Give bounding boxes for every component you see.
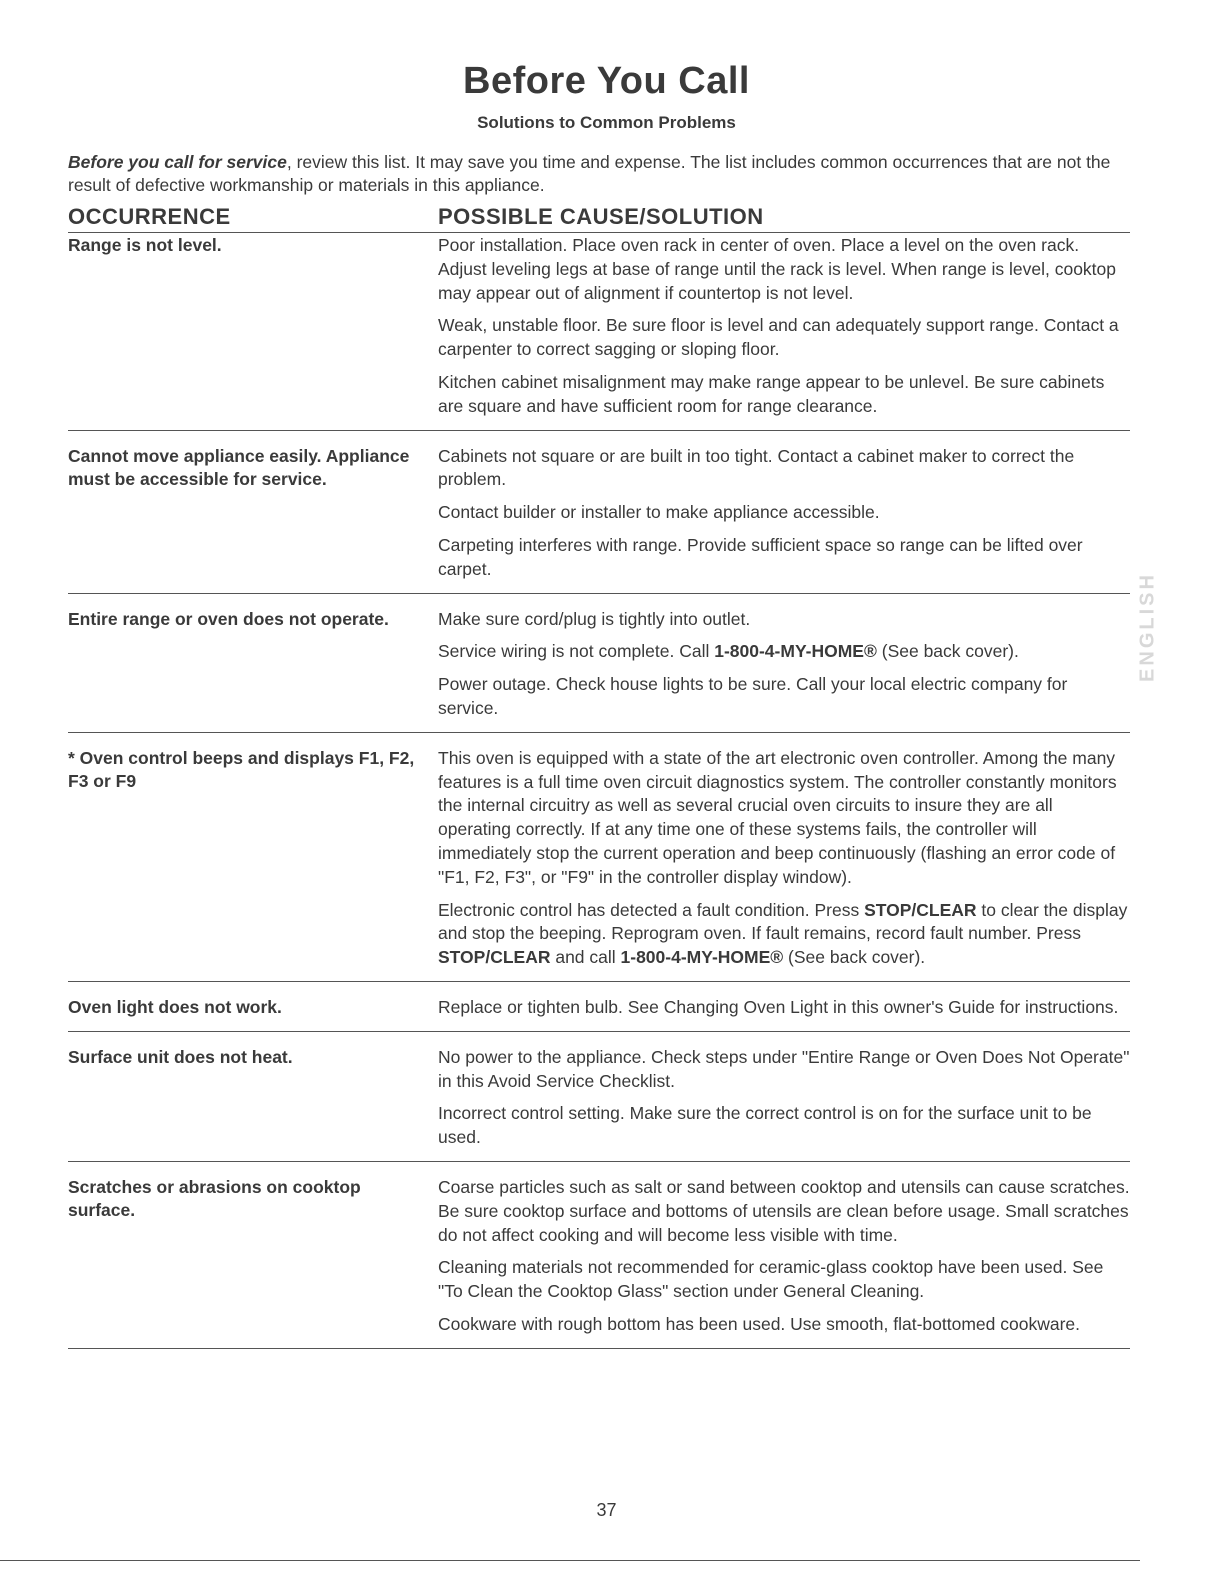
solution-column — [438, 1174, 1130, 1337]
table-header — [68, 204, 1130, 233]
table-row — [68, 606, 1130, 733]
occurrence-text: Surface unit does not heat. — [68, 1046, 293, 1067]
emphasis-text: 1-800-4-MY-HOME® — [714, 641, 877, 662]
intro-paragraph — [68, 151, 1138, 197]
solution-column — [438, 745, 1130, 970]
language-label: ENGLISH — [1136, 572, 1159, 682]
occurrence-text: Oven light does not work. — [68, 996, 282, 1017]
occurrence-text: * Oven control beeps and displays F1, F2, F3 or F9 — [68, 747, 415, 791]
page-title: Before You Call — [463, 60, 750, 102]
solution-paragraph: This oven is equipped with a state of the art electronic oven controller. Among the many features is a full time oven circuit diagnostics system. The controller constantly monitors the internal circuitry as well as several crucial oven circuits to insure they are all operating correctly. If at any time one of these systems fails, the controller will immediately stop the current operation and beep continuously (flashing an error code of "F1, F2, F3", or "F9" in the controller display window). — [438, 747, 1117, 887]
solution-column — [438, 606, 1130, 721]
solution-paragraph: Weak, unstable floor. Be sure floor is level and can adequately support range. Contact a carpenter to correct sagging or sloping floor. — [438, 315, 1119, 360]
solution-paragraph: Cleaning materials not recommended for ceramic-glass cooktop have been used. See "To Clean the Cooktop Glass" section under General Cleaning. — [438, 1257, 1104, 1302]
solution-header: POSSIBLE CAUSE/SOLUTION — [438, 204, 764, 229]
solution-column — [438, 232, 1130, 419]
table-row — [68, 745, 1130, 982]
solution-paragraph: No power to the appliance. Check steps under "Entire Range or Oven Does Not Operate" in this Avoid Service Checklist. — [438, 1046, 1130, 1091]
intro-lead: Before you call for service — [68, 152, 287, 172]
occurrence-text: Entire range or oven does not operate. — [68, 608, 389, 629]
intro-text: , review this list. It may save you time and expense. The list includes common occurrences that are not the result of defective workmanship or materials in this appliance. — [68, 152, 1111, 195]
solution-paragraph: Make sure cord/plug is tightly into outlet. — [438, 608, 751, 629]
solution-column — [438, 994, 1130, 1020]
occurrence-text: Range is not level. — [68, 235, 222, 255]
solution-paragraph: Cookware with rough bottom has been used. Use smooth, flat-bottomed cookware. — [438, 1313, 1081, 1334]
solution-paragraph: Coarse particles such as salt or sand between cooktop and utensils can cause scratches. Be sure cooktop surface and bottoms of utensils are clean before usage. Small scratches do not affect cooking and will become less visible with time. — [438, 1176, 1130, 1245]
table-row — [68, 1044, 1130, 1162]
bottom-rule — [0, 1560, 1140, 1561]
solution-paragraph: Power outage. Check house lights to be sure. Call your local electric company for service. — [438, 674, 1068, 718]
table-row — [68, 443, 1130, 594]
table-row — [68, 994, 1130, 1032]
solution-paragraph: Contact builder or installer to make appliance accessible. — [438, 502, 880, 523]
solution-paragraph: Incorrect control setting. Make sure the correct control is on for the surface unit to be used. — [438, 1103, 1092, 1148]
occurrence-header: OCCURRENCE — [68, 204, 231, 229]
solution-paragraph: Poor installation. Place oven rack in center of oven. Place a level on the oven rack. Adjust leveling legs at base of range until the rack is level. When range is level, cooktop may appear out of alignment if countertop is not level. — [438, 235, 1117, 303]
troubleshooting-table — [68, 232, 1130, 1361]
table-row — [68, 1174, 1130, 1349]
table-row — [68, 232, 1130, 431]
solution-paragraph: Electronic control has detected a fault condition. Press STOP/CLEAR to clear the display and stop the beeping. Reprogram oven. If fault remains, record fault number. Press STOP/CLEAR and call 1-800-4-MY-HOME® (See back cover). — [438, 899, 1128, 968]
solution-paragraph: Carpeting interferes with range. Provide sufficient space so range can be lifted over carpet. — [438, 534, 1083, 579]
occurrence-text: Cannot move appliance easily. Appliance must be accessible for service. — [68, 445, 410, 489]
solution-column — [438, 443, 1130, 582]
emphasis-text: 1-800-4-MY-HOME® — [620, 947, 784, 968]
page-subtitle: Solutions to Common Problems — [477, 113, 736, 132]
solution-paragraph: Replace or tighten bulb. See Changing Oven Light in this owner's Guide for instructions. — [438, 996, 1119, 1017]
language-side-tab — [1128, 562, 1168, 692]
solution-column — [438, 1044, 1130, 1150]
occurrence-text: Scratches or abrasions on cooktop surface. — [68, 1176, 361, 1220]
solution-paragraph: Cabinets not square or are built in too tight. Contact a cabinet maker to correct the problem. — [438, 445, 1075, 490]
page-number: 37 — [596, 1500, 617, 1520]
emphasis-text: STOP/CLEAR — [438, 947, 551, 968]
solution-paragraph: Kitchen cabinet misalignment may make range appear to be unlevel. Be sure cabinets are square and have sufficient room for range clearance. — [438, 371, 1105, 416]
solution-paragraph: Service wiring is not complete. Call 1-800-4-MY-HOME® (See back cover). — [438, 641, 1019, 662]
emphasis-text: STOP/CLEAR — [864, 899, 977, 920]
